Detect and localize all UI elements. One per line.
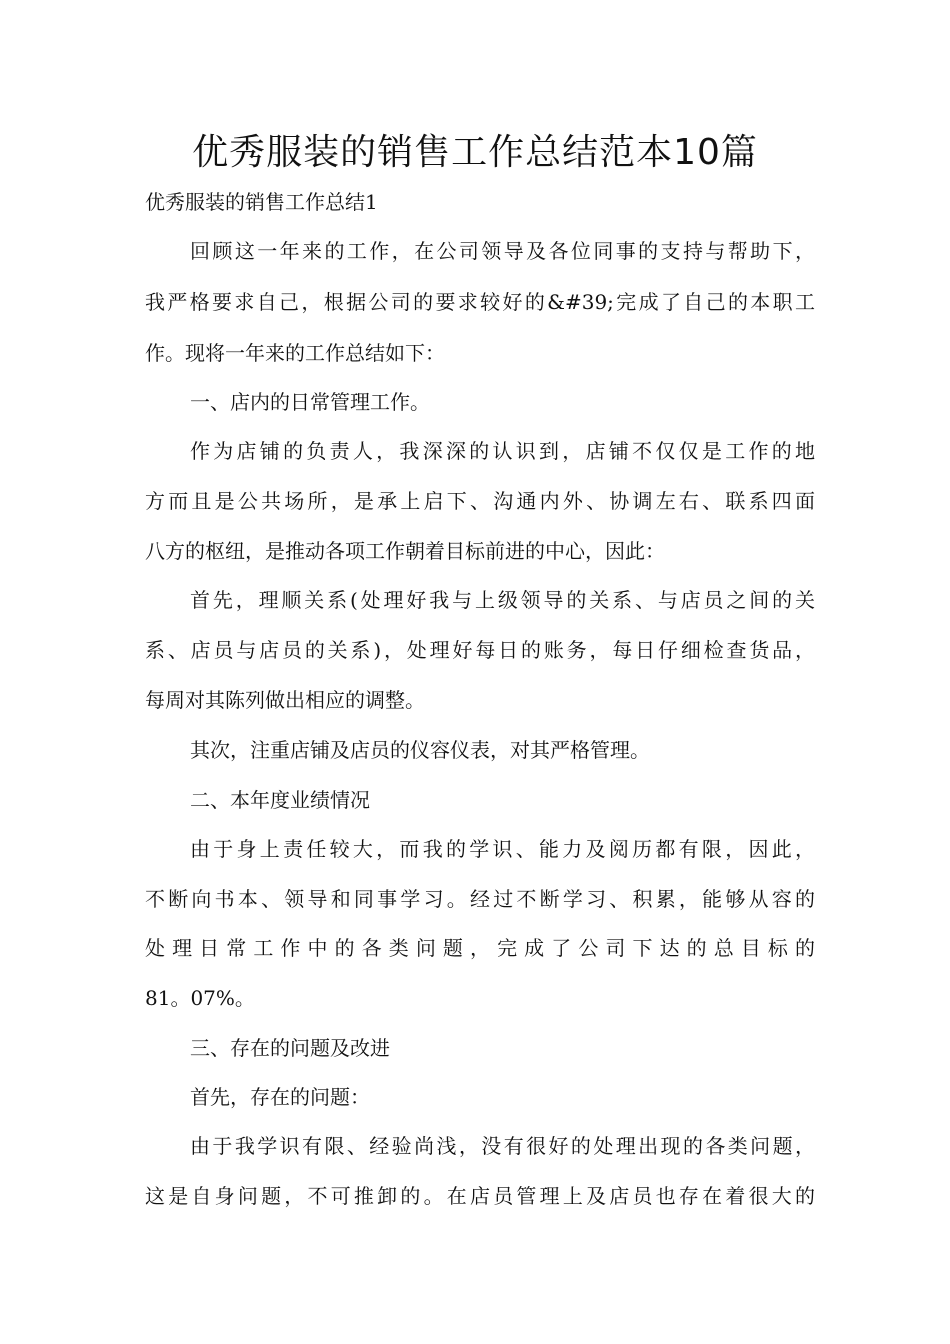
paragraph-line: 81。07%。 (145, 986, 255, 1010)
paragraph-line: 处理日常工作中的各类问题，完成了公司下达的总目标的 (145, 936, 815, 960)
document-title: 优秀服装的销售工作总结范本10篇 (192, 132, 758, 173)
paragraph-line: 不断向书本、领导和同事学习。经过不断学习、积累，能够从容的 (145, 887, 815, 911)
section-heading: 优秀服装的销售工作总结1 (145, 190, 378, 214)
paragraph-line: 作。现将一年来的工作总结如下： (145, 341, 445, 365)
paragraph-line: 系、店员与店员的关系)，处理好每日的账务，每日仔细检查货品， (145, 638, 815, 662)
paragraph-line: 回顾这一年来的工作，在公司领导及各位同事的支持与帮助下， (190, 239, 815, 263)
paragraph-line: 方而且是公共场所，是承上启下、沟通内外、协调左右、联系四面 (145, 489, 815, 513)
paragraph-line: 首先，存在的问题： (190, 1085, 370, 1109)
paragraph-line: 八方的枢纽，是推动各项工作朝着目标前进的中心，因此： (145, 539, 665, 563)
paragraph-line: 这是自身问题，不可推卸的。在店员管理上及店员也存在着很大的 (145, 1184, 815, 1208)
paragraph-line: 每周对其陈列做出相应的调整。 (145, 688, 425, 712)
paragraph-line: 其次，注重店铺及店员的仪容仪表，对其严格管理。 (190, 738, 650, 762)
paragraph-line: 作为店铺的负责人，我深深的认识到，店铺不仅仅是工作的地 (190, 439, 815, 463)
paragraph-line: 一、店内的日常管理工作。 (190, 390, 430, 414)
paragraph-line: 首先，理顺关系(处理好我与上级领导的关系、与店员之间的关 (190, 588, 815, 612)
paragraph-line: 由于身上责任较大，而我的学识、能力及阅历都有限，因此， (190, 837, 815, 861)
paragraph-line: 三、存在的问题及改进 (190, 1036, 390, 1060)
paragraph-line: 由于我学识有限、经验尚浅，没有很好的处理出现的各类问题， (190, 1134, 815, 1158)
paragraph-line: 二、本年度业绩情况 (190, 788, 370, 812)
paragraph-line: 我严格要求自己，根据公司的要求较好的&#39;完成了自己的本职工 (145, 290, 815, 314)
